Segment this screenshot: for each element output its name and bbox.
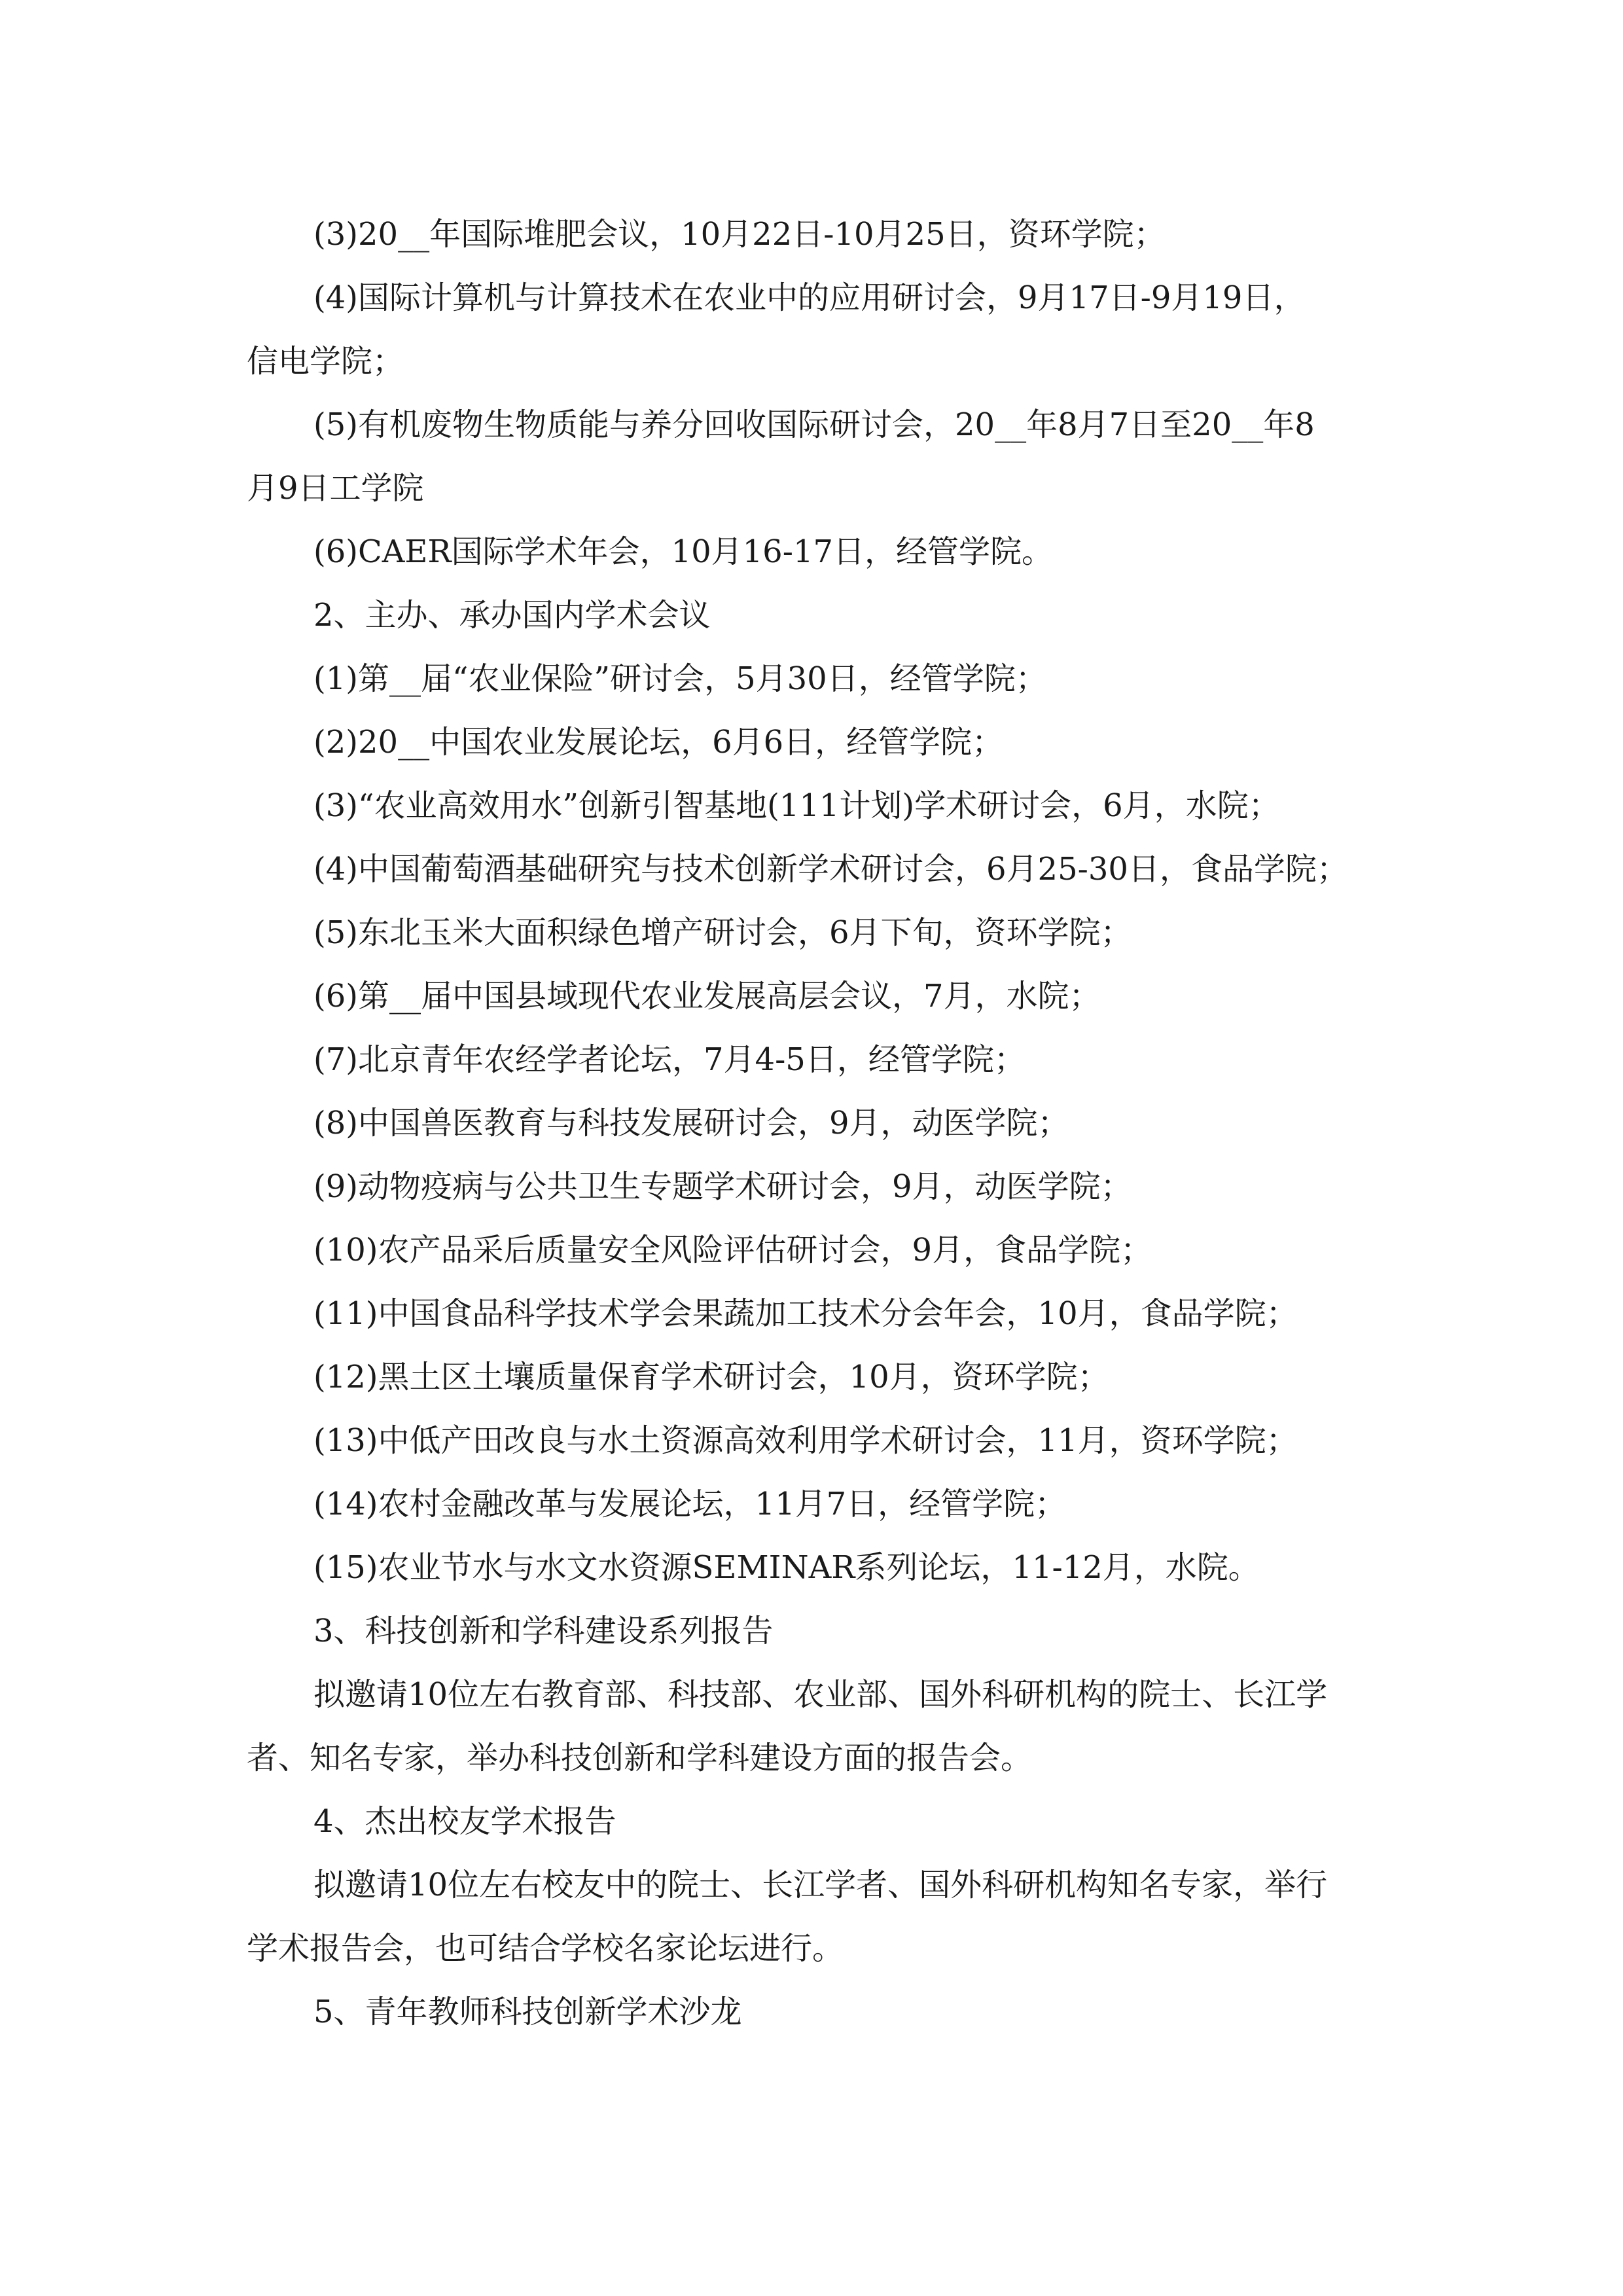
text-line: 学术报告会，也可结合学校名家论坛进行。 xyxy=(247,1930,844,1967)
text-line: (15)农业节水与水文水资源SEMINAR系列论坛，11-12月，水院。 xyxy=(313,1549,1260,1586)
text-line: (3)“农业高效用水”创新引智基地(111计划)学术研讨会，6月，水院； xyxy=(313,787,1280,824)
text-line: (4)国际计算机与计算技术在农业中的应用研讨会，9月17日-9月19日， xyxy=(313,279,1306,316)
text-line: 信电学院； xyxy=(247,343,404,380)
text-line: (5)东北玉米大面积绿色增产研讨会，6月下旬，资环学院； xyxy=(313,914,1132,951)
text-line: (10)农产品采后质量安全风险评估研讨会，9月，食品学院； xyxy=(313,1232,1152,1268)
text-line: (11)中国食品科学技术学会果蔬加工技术分会年会，10月，食品学院； xyxy=(313,1295,1298,1332)
text-line: (6)CAER国际学术年会，10月16-17日，经管学院。 xyxy=(313,533,1054,570)
text-line: 者、知名专家，举办科技创新和学科建设方面的报告会。 xyxy=(247,1740,1033,1776)
text-line: (7)北京青年农经学者论坛，7月4-5日，经管学院； xyxy=(313,1041,1026,1078)
text-line: 3、科技创新和学科建设系列报告 xyxy=(313,1613,774,1649)
text-line: 5、青年教师科技创新学术沙龙 xyxy=(313,1994,742,2030)
text-line: (8)中国兽医教育与科技发展研讨会，9月，动医学院； xyxy=(313,1105,1069,1141)
text-line: (12)黑土区土壤质量保育学术研讨会，10月，资环学院； xyxy=(313,1359,1109,1395)
text-line: 拟邀请10位左右教育部、科技部、农业部、国外科研机构的院士、长江学 xyxy=(313,1676,1328,1713)
text-line: 拟邀请10位左右校友中的院士、长江学者、国外科研机构知名专家，举行 xyxy=(313,1867,1328,1903)
document-body xyxy=(247,203,1399,2044)
text-line: (13)中低产田改良与水土资源高效利用学术研讨会，11月，资环学院； xyxy=(313,1422,1298,1459)
text-line: (5)有机废物生物质能与养分回收国际研讨会，20__年8月7日至20__年8 xyxy=(313,406,1315,443)
text-line: (3)20__年国际堆肥会议，10月22日-10月25日，资环学院； xyxy=(313,216,1166,253)
text-line: (14)农村金融改革与发展论坛，11月7日，经管学院； xyxy=(313,1486,1067,1522)
text-line: (9)动物疫病与公共卫生专题学术研讨会，9月，动医学院； xyxy=(313,1168,1132,1205)
text-line: 4、杰出校友学术报告 xyxy=(313,1803,616,1840)
text-line: (4)中国葡萄酒基础研究与技术创新学术研讨会，6月25-30日，食品学院； xyxy=(313,851,1348,888)
text-line: 月9日工学院 xyxy=(247,470,424,507)
text-line: 2、主办、承办国内学术会议 xyxy=(313,597,711,634)
text-line: (6)第__届中国县域现代农业发展高层会议，7月，水院； xyxy=(313,978,1101,1014)
text-line: (2)20__中国农业发展论坛，6月6日，经管学院； xyxy=(313,724,1004,761)
text-line: (1)第__届“农业保险”研讨会，5月30日，经管学院； xyxy=(313,660,1047,697)
